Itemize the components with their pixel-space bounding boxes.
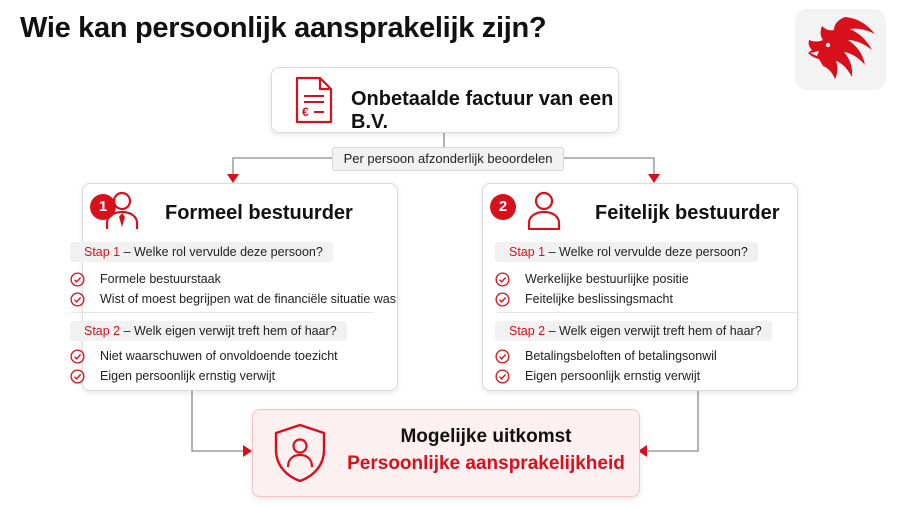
divider [73, 312, 373, 313]
start-node [271, 67, 619, 133]
list-item-text: Eigen persoonlijk ernstig verwijt [525, 369, 701, 383]
check-circle-icon [70, 292, 85, 307]
step-2-criteria [70, 346, 338, 386]
list-item [70, 366, 338, 386]
step-2-number: Stap 2 [509, 324, 546, 338]
step-1-criteria [70, 269, 396, 309]
list-item [495, 346, 717, 366]
list-item [70, 346, 338, 366]
list-item [495, 269, 689, 289]
step-2-label [495, 321, 772, 341]
step-1-question: – Welke rol vervulde deze persoon? [120, 245, 323, 259]
step-1-number: Stap 1 [509, 245, 546, 259]
column-heading: Formeel bestuurder [165, 202, 353, 224]
check-circle-icon [70, 369, 85, 384]
check-circle-icon [495, 369, 510, 384]
check-circle-icon [495, 272, 510, 287]
list-item [495, 366, 717, 386]
step-1-number: Stap 1 [84, 245, 121, 259]
check-circle-icon [70, 349, 85, 364]
list-item-text: Eigen persoonlijk ernstig verwijt [100, 369, 276, 383]
outcome-node [252, 409, 640, 497]
step-2-label [70, 321, 347, 341]
start-node-label: Onbetaalde factuur van een B.V. [351, 88, 614, 133]
list-item-text: Wist of moest begrijpen wat de financiële situatie was [100, 292, 396, 306]
step-2-number: Stap 2 [84, 324, 121, 338]
list-item-text: Werkelijke bestuurlijke positie [525, 272, 689, 286]
list-item-text: Formele bestuurstaak [100, 272, 221, 286]
column-heading: Feitelijk bestuurder [595, 202, 780, 224]
page-title: Wie kan persoonlijk aansprakelijk zijn? [20, 12, 547, 44]
arrow-to-left-column [227, 174, 239, 183]
check-circle-icon [495, 292, 510, 307]
column-feitelijk-bestuurder [482, 183, 798, 391]
list-item [495, 289, 689, 309]
svg-text:€: € [302, 105, 309, 119]
arrow-left-to-outcome [243, 445, 252, 457]
list-item-text: Betalingsbeloften of betalingsonwil [525, 349, 717, 363]
check-circle-icon [495, 349, 510, 364]
step-1-criteria [495, 269, 689, 309]
outcome-value: Persoonlijke aansprakelijkheid [347, 453, 625, 474]
divider [497, 312, 797, 313]
outcome-title: Mogelijke uitkomst [400, 426, 572, 447]
list-item [70, 269, 396, 289]
shield-person-icon [271, 422, 329, 484]
step-1-label [495, 242, 758, 262]
column-formeel-bestuurder [82, 183, 398, 391]
step-1-question: – Welke rol vervulde deze persoon? [545, 245, 748, 259]
step-number-badge: 1 [90, 194, 116, 220]
step-2-criteria [495, 346, 717, 386]
person-icon [527, 190, 561, 230]
invoice-document-icon [294, 76, 334, 124]
check-circle-icon [70, 272, 85, 287]
step-1-label [70, 242, 333, 262]
arrow-to-right-column [648, 174, 660, 183]
step-number-badge: 2 [490, 194, 516, 220]
lion-logo-icon [795, 9, 886, 90]
list-item-text: Niet waarschuwen of onvoldoende toezicht [100, 349, 338, 363]
split-label: Per persoon afzonderlijk beoordelen [332, 147, 564, 171]
person-tie-icon [105, 190, 139, 230]
list-item [70, 289, 396, 309]
list-item-text: Feitelijke beslissingsmacht [525, 292, 673, 306]
step-2-question: – Welk eigen verwijt treft hem of haar? [120, 324, 337, 338]
step-2-question: – Welk eigen verwijt treft hem of haar? [545, 324, 762, 338]
